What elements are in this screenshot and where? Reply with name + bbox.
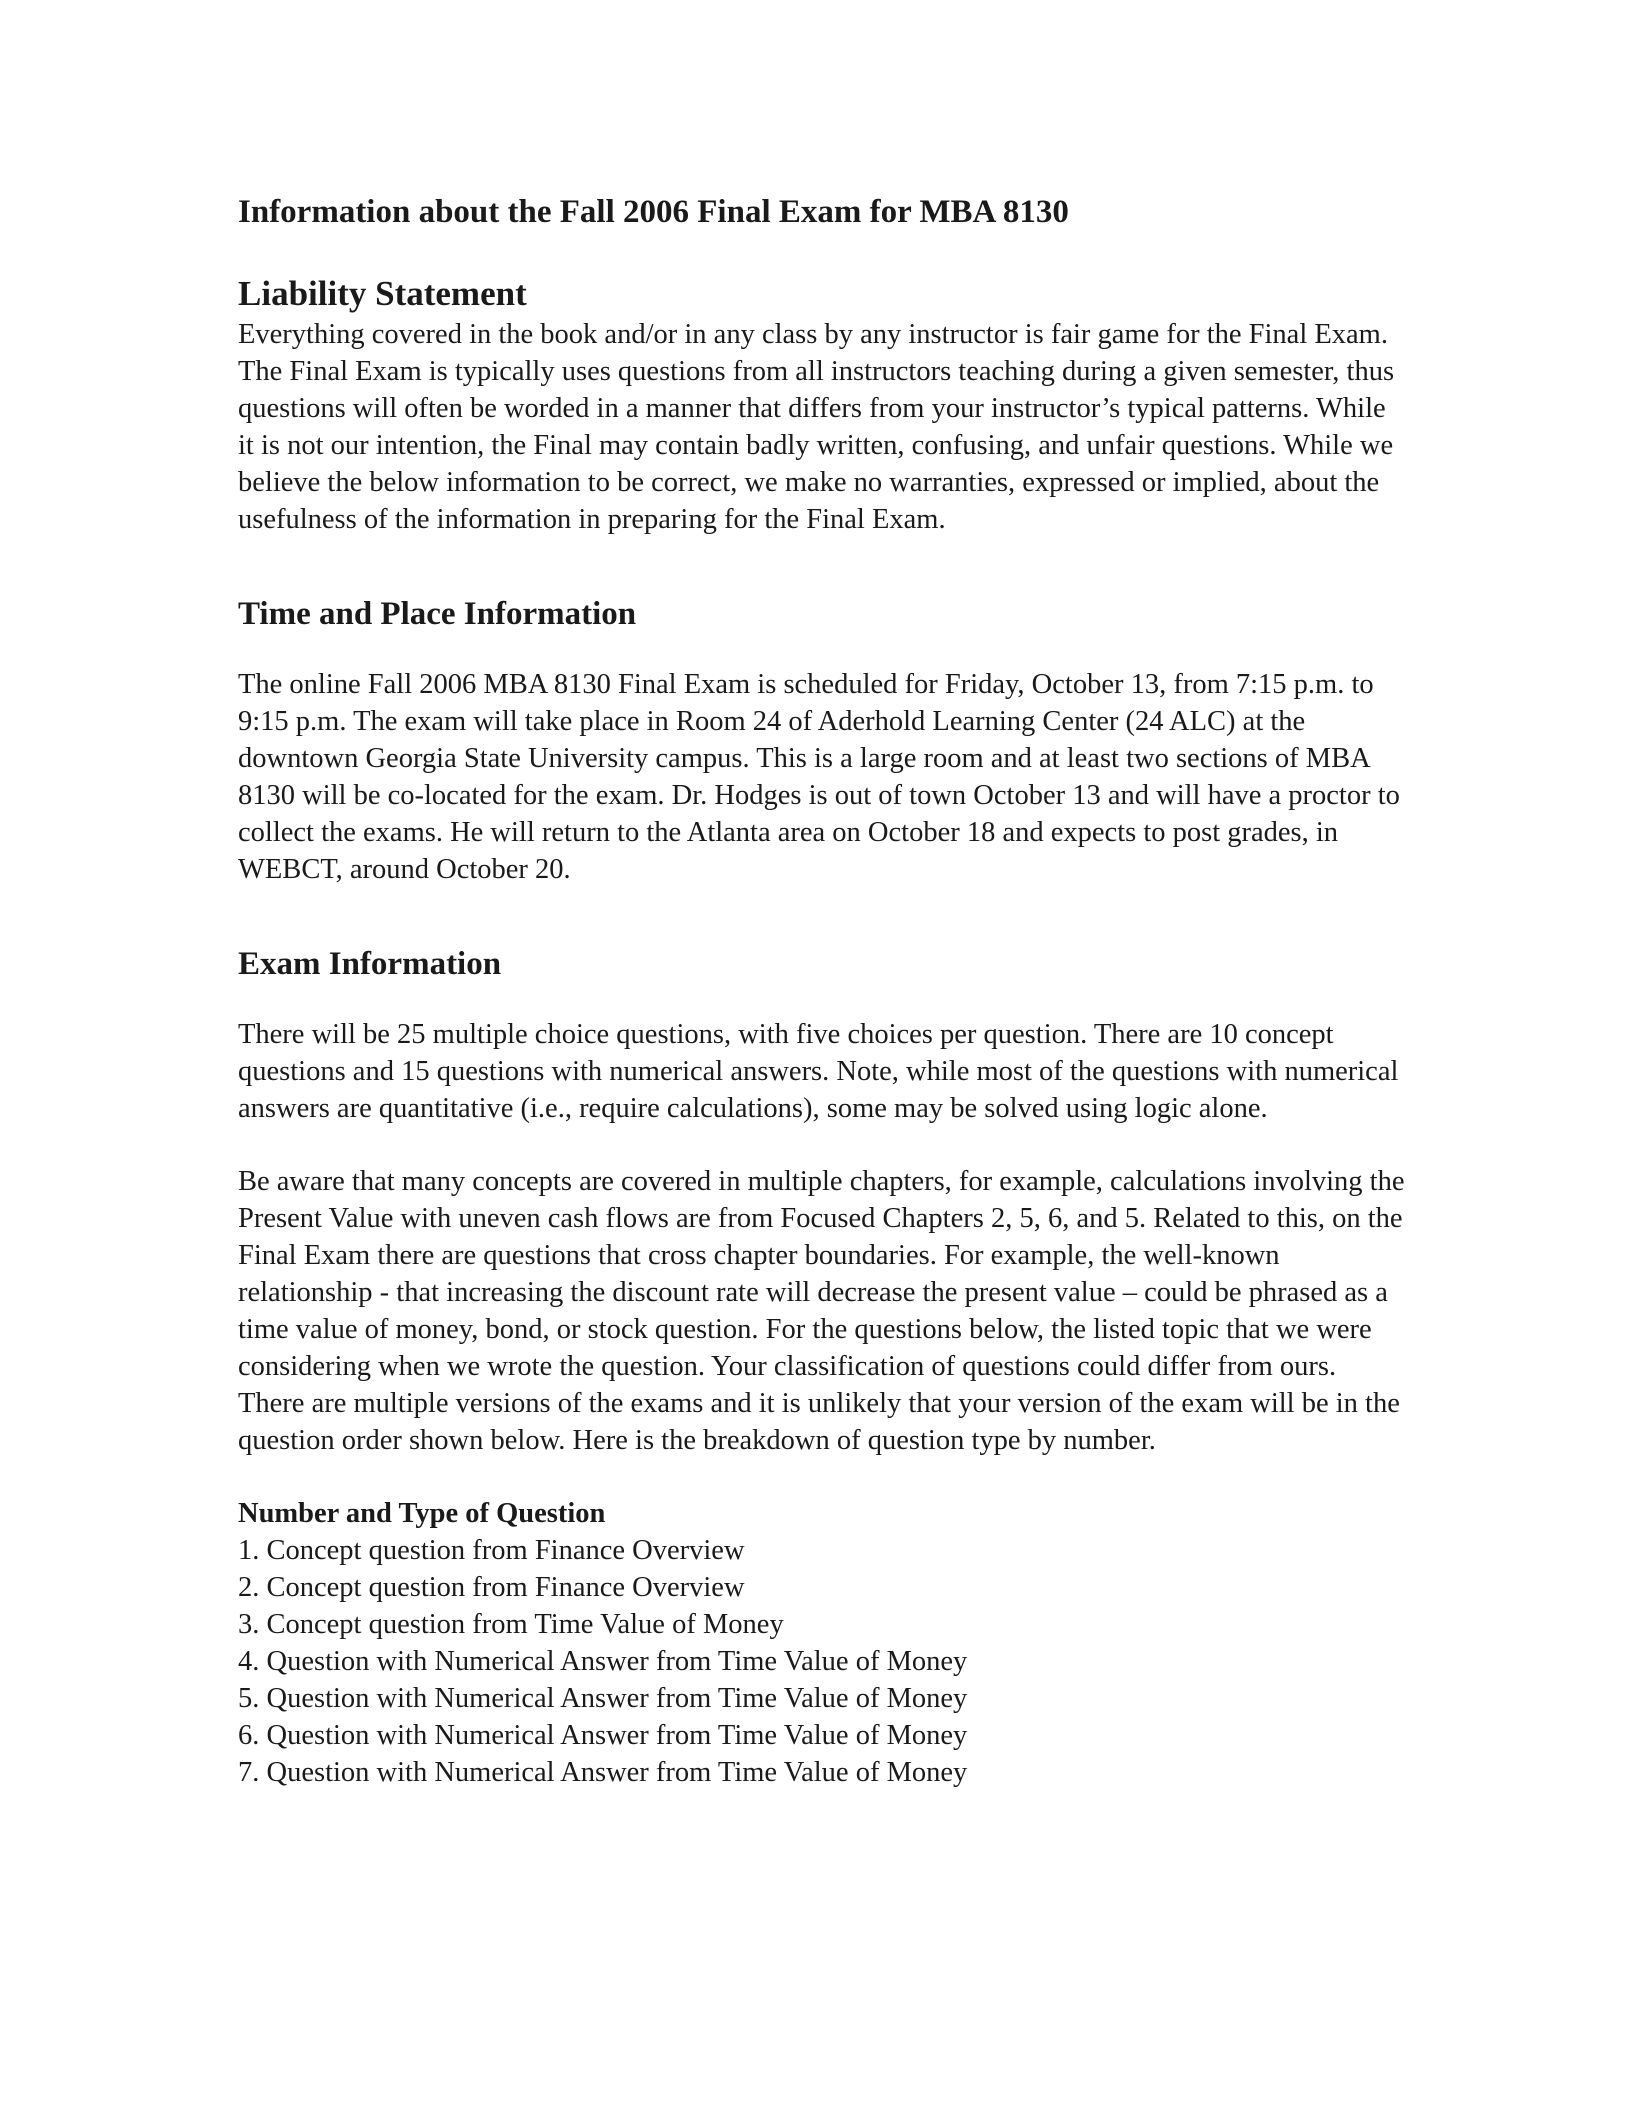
- exam-info-paragraph-2: Be aware that many concepts are covered in multiple chapters, for example, calculations involving the Present Value with uneven cash flows are from Focused Chapters 2, 5, 6, and 5. Related to this, on the Final Exam there are questions that cross chapter boundaries. For example, the well-known relationship - that increasing the discount rate will decrease the present value – could be phrased as a time value of money, bond, or stock question. For the questions below, the listed topic that we were considering when we wrote the question. Your classification of questions could differ from ours. There are multiple versions of the exams and it is unlikely that your version of the exam will be in the question order shown below. Here is the breakdown of question type by number.: [238, 1166, 1405, 1456]
- document-title: Information about the Fall 2006 Final Exam for MBA 8130: [238, 194, 1069, 230]
- time-place-heading: Time and Place Information: [238, 596, 637, 632]
- question-list-heading: Number and Type of Question: [238, 1498, 606, 1529]
- spacer: [238, 1127, 1408, 1163]
- exam-info-section: [238, 942, 1408, 1791]
- time-place-section: [238, 592, 1408, 888]
- spacer: [238, 538, 1408, 592]
- list-item: 7. Question with Numerical Answer from Time Value of Money: [238, 1757, 968, 1788]
- time-place-paragraph: The online Fall 2006 MBA 8130 Final Exam is scheduled for Friday, October 13, from 7:15 p.m. to 9:15 p.m. The exam will take place in Room 24 of Aderhold Learning Center (24 ALC) at the downtown Georgia State University campus. This is a large room and at least two sections of MBA 8130 will be co-located for the exam. Dr. Hodges is out of town October 13 and will have a proctor to collect the exams. He will return to the Atlanta area on October 18 and expects to post grades, in WEBCT, around October 20.: [238, 669, 1400, 885]
- exam-info-paragraph-1: There will be 25 multiple choice questions, with five choices per question. There are 10 concept questions and 15 questions with numerical answers. Note, while most of the questions with numerical answers are quantitative (i.e., require calculations), some may be solved using logic alone.: [238, 1019, 1399, 1124]
- list-item: 2. Concept question from Finance Overview: [238, 1572, 745, 1603]
- liability-paragraph: Everything covered in the book and/or in any class by any instructor is fair game for the Final Exam. The Final Exam is typically uses questions from all instructors teaching during a given semester, thus questions will often be worded in a manner that differs from your instructor’s typical patterns. While it is not our intention, the Final may contain badly written, confusing, and unfair questions. While we believe the below information to be correct, we make no warranties, expressed or implied, about the usefulness of the information in preparing for the Final Exam.: [238, 319, 1395, 535]
- exam-info-heading: Exam Information: [238, 946, 502, 982]
- question-list: [238, 1532, 1408, 1791]
- list-item: 3. Concept question from Time Value of Money: [238, 1609, 784, 1640]
- document-page: [238, 190, 1408, 1791]
- liability-heading: Liability Statement: [238, 274, 527, 313]
- spacer: [238, 986, 1408, 1016]
- list-item: 5. Question with Numerical Answer from Time Value of Money: [238, 1683, 968, 1714]
- liability-section: [238, 272, 1408, 538]
- list-item: 1. Concept question from Finance Overview: [238, 1535, 745, 1566]
- spacer: [238, 636, 1408, 666]
- spacer: [238, 888, 1408, 942]
- spacer: [238, 234, 1408, 272]
- list-item: 4. Question with Numerical Answer from Time Value of Money: [238, 1646, 968, 1677]
- list-item: 6. Question with Numerical Answer from Time Value of Money: [238, 1720, 968, 1751]
- spacer: [238, 1459, 1408, 1495]
